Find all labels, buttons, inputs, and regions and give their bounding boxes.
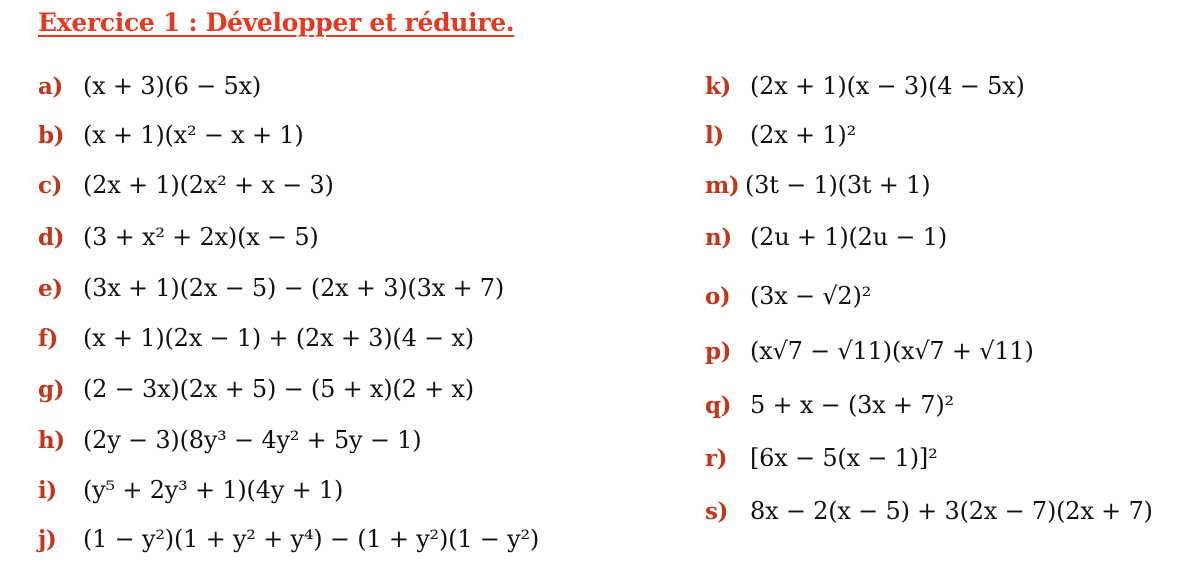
item-expression: (2 − 3x)(2x + 5) − (5 + x)(2 + x) xyxy=(83,375,474,403)
item-label: d) xyxy=(38,224,64,251)
item-expression: (x + 1)(x² − x + 1) xyxy=(83,121,304,149)
exercise-item-c xyxy=(38,171,334,199)
exercise-item-m xyxy=(705,171,930,199)
exercise-item-h xyxy=(38,426,421,454)
exercise-item-n xyxy=(705,223,947,251)
exercise-item-k xyxy=(705,72,1025,100)
item-expression: (2u + 1)(2u − 1) xyxy=(750,223,947,251)
item-expression: (2x + 1)(x − 3)(4 − 5x) xyxy=(750,72,1025,100)
item-expression: (y⁵ + 2y³ + 1)(4y + 1) xyxy=(83,476,344,504)
item-label: p) xyxy=(705,338,731,365)
exercise-item-j xyxy=(38,525,539,553)
exercise-item-r xyxy=(705,444,938,472)
item-expression: (x + 1)(2x − 1) + (2x + 3)(4 − x) xyxy=(83,324,474,352)
exercise-item-b xyxy=(38,121,304,149)
item-expression: (2x + 1)(2x² + x − 3) xyxy=(83,171,334,199)
item-label: m) xyxy=(705,172,740,199)
item-expression: (x + 3)(6 − 5x) xyxy=(83,72,262,100)
item-label: n) xyxy=(705,224,732,251)
item-expression: [6x − 5(x − 1)]² xyxy=(750,444,938,472)
item-label: k) xyxy=(705,73,731,100)
item-label: j) xyxy=(38,526,57,553)
item-expression: (1 − y²)(1 + y² + y⁴) − (1 + y²)(1 − y²) xyxy=(83,525,540,553)
exercise-item-f xyxy=(38,324,474,352)
exercise-item-s xyxy=(705,497,1153,525)
item-label: s) xyxy=(705,498,728,525)
item-expression: (3x + 1)(2x − 5) − (2x + 3)(3x + 7) xyxy=(83,274,505,302)
exercise-item-e xyxy=(38,274,504,302)
item-label: e) xyxy=(38,275,63,302)
item-label: r) xyxy=(705,445,727,472)
item-label: i) xyxy=(38,477,57,504)
item-expression: 8x − 2(x − 5) + 3(2x − 7)(2x + 7) xyxy=(750,497,1153,525)
exercise-item-o xyxy=(705,282,871,310)
exercise-item-a xyxy=(38,72,261,100)
item-expression: (2x + 1)² xyxy=(750,121,856,149)
item-label: g) xyxy=(38,376,64,403)
item-label: a) xyxy=(38,73,63,100)
exercise-item-l xyxy=(705,121,856,149)
exercise-item-p xyxy=(705,337,1034,365)
item-expression: (x√7 − √11)(x√7 + √11) xyxy=(750,337,1034,365)
item-expression: 5 + x − (3x + 7)² xyxy=(750,391,954,419)
item-label: l) xyxy=(705,122,724,149)
item-expression: (3 + x² + 2x)(x − 5) xyxy=(83,223,319,251)
item-label: f) xyxy=(38,325,58,352)
item-expression: (2y − 3)(8y³ − 4y² + 5y − 1) xyxy=(83,426,422,454)
item-label: o) xyxy=(705,283,731,310)
item-expression: (3x − √2)² xyxy=(750,282,872,310)
exercise-item-i xyxy=(38,476,343,504)
item-label: h) xyxy=(38,427,65,454)
item-label: c) xyxy=(38,172,62,199)
item-label: q) xyxy=(705,392,731,419)
item-expression: (3t − 1)(3t + 1) xyxy=(745,171,931,199)
exercise-item-g xyxy=(38,375,474,403)
item-label: b) xyxy=(38,122,64,149)
exercise-title: Exercice 1 : Développer et réduire. xyxy=(38,8,515,37)
exercise-item-d xyxy=(38,223,319,251)
exercise-item-q xyxy=(705,391,954,419)
